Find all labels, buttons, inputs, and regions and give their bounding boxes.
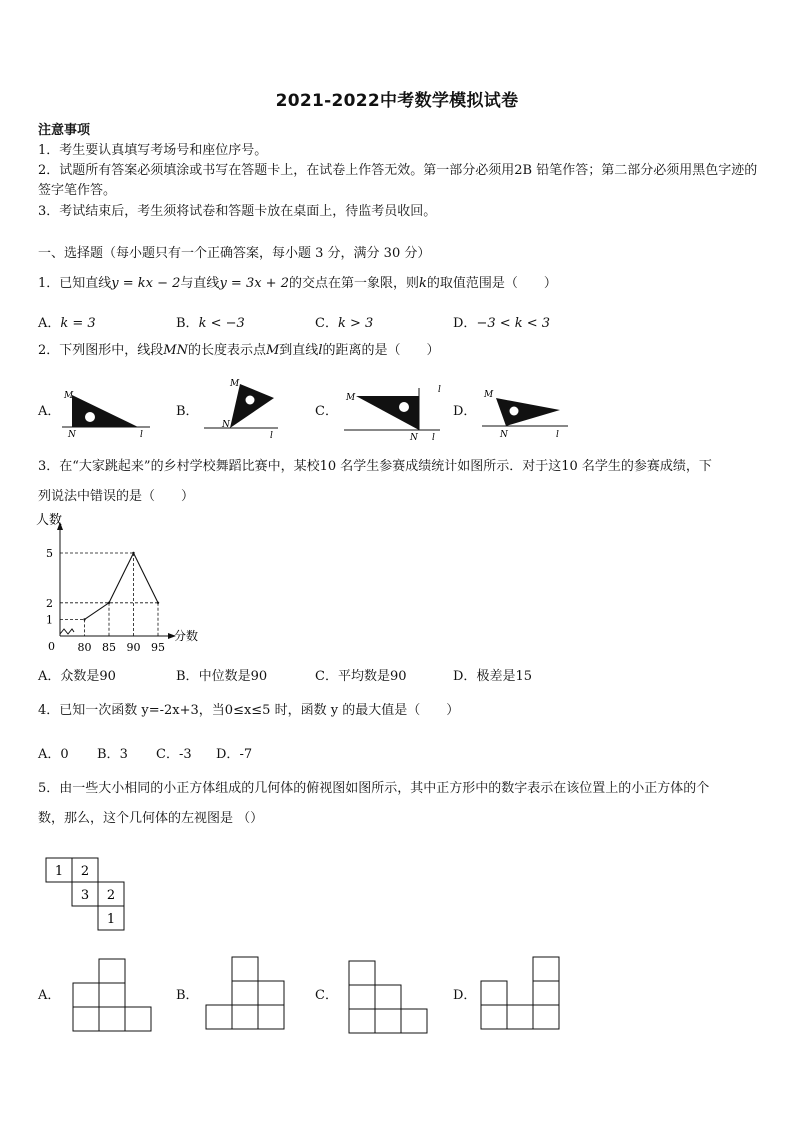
- q3-option-c[interactable]: [315, 665, 407, 684]
- option-text: -7: [239, 747, 253, 762]
- label-n: N: [410, 433, 418, 440]
- question-3-line-1: 3．在“大家跳起来”的乡村学校舞蹈比赛中，某校10 名学生参赛成绩统计如图所示．对于这10 名学生的参赛成绩，下: [38, 459, 712, 474]
- option-label: D．: [216, 747, 240, 762]
- label-l-mark: l: [438, 385, 441, 395]
- question-5-line-1: 5．由一些大小相同的小正方体组成的几何体的俯视图如图所示，其中正方形中的数字表示在该位置上的小正方体的个: [38, 781, 710, 796]
- q1-option-c[interactable]: [315, 312, 373, 331]
- q1-eq2: y = 3x + 2: [219, 276, 289, 291]
- y-tick-label: 5: [46, 547, 53, 560]
- q2-option-c[interactable]: C．: [315, 404, 338, 419]
- notice-item-1: 1．考生要认真填写考场号和座位序号。: [38, 143, 268, 158]
- x-tick-label: 95: [151, 641, 165, 654]
- data-point: [108, 602, 110, 604]
- q2-option-b[interactable]: B．: [176, 404, 199, 419]
- option-label: C．: [156, 747, 179, 762]
- q3-chart: [30, 508, 210, 658]
- q3-option-d[interactable]: [453, 665, 532, 684]
- question-3-line-2: 列说法中错误的是（ ）: [38, 489, 195, 504]
- q3-option-a[interactable]: [38, 665, 116, 684]
- option-label: B．: [176, 316, 199, 331]
- question-1: [38, 274, 557, 294]
- option-text: 极差是15: [476, 669, 532, 684]
- grid-number: 1: [106, 912, 116, 927]
- data-point: [157, 602, 159, 604]
- notice-heading: 注意事项: [38, 123, 91, 138]
- label-n: N: [500, 430, 508, 440]
- option-label: D．: [453, 316, 477, 331]
- grid-number: 2: [106, 888, 116, 903]
- y-axis-label: 人数: [36, 513, 63, 528]
- q1-suffix: 的交点在第一象限，则: [288, 276, 419, 291]
- q5-figure-a: [72, 958, 154, 1034]
- label-l: l: [432, 433, 435, 440]
- q1-k: k: [419, 276, 427, 291]
- q5-top-view: [44, 856, 128, 936]
- label-m: M: [484, 390, 494, 400]
- option-text: 众数是90: [60, 669, 116, 684]
- q3-option-b[interactable]: [176, 665, 267, 684]
- q2-mn: MN: [163, 343, 188, 358]
- q5-figure-d: [480, 956, 562, 1032]
- data-point: [83, 618, 85, 620]
- option-label: C．: [315, 316, 338, 331]
- q1-option-b[interactable]: [176, 312, 245, 331]
- q5-option-c[interactable]: C．: [315, 988, 338, 1003]
- section-heading: 一、选择题（每小题只有一个正确答案，每小题 3 分，满分 30 分）: [38, 246, 431, 261]
- q4-option-c[interactable]: [156, 743, 192, 762]
- q4-option-d[interactable]: [216, 743, 252, 762]
- y-tick-label: 1: [46, 613, 53, 627]
- q2-text-b: 的长度表示点: [187, 343, 266, 358]
- origin-label: 0: [48, 640, 55, 653]
- question-4: 4．已知一次函数 y=-2x+3，当0≤x≤5 时，函数 y 的最大值是（ ）: [38, 703, 460, 718]
- q2-figure-b: [200, 376, 280, 440]
- q1-prefix: 1．已知直线: [38, 276, 112, 291]
- option-label: D．: [453, 669, 477, 684]
- label-l: l: [140, 430, 143, 438]
- q1-option-a[interactable]: [38, 312, 96, 331]
- q1-option-d[interactable]: [453, 312, 550, 331]
- q5-option-b[interactable]: B．: [176, 988, 199, 1003]
- q2-text-a: 2．下列图形中，线段: [38, 343, 164, 358]
- label-m: M: [230, 379, 240, 389]
- option-text: 中位数是90: [198, 669, 268, 684]
- q5-option-a[interactable]: A．: [38, 988, 61, 1003]
- option-label: C．: [315, 669, 338, 684]
- grid-number: 2: [80, 864, 90, 879]
- q2-figure-d: [480, 384, 570, 440]
- option-label: B．: [176, 669, 199, 684]
- option-text: k > 3: [337, 316, 374, 331]
- q2-text-d: 的距离的是（ ）: [322, 343, 440, 358]
- option-label: B．: [97, 747, 120, 762]
- notice-item-2: 2．试题所有答案必须填涂或书写在答题卡上，在试卷上作答无效。第一部分必须用2B 铅笔作答；第二部分必须用黑色字迹的签字笔作答。: [38, 163, 758, 198]
- q1-eq1: y = kx − 2: [111, 276, 181, 291]
- option-text: 平均数是90: [337, 669, 407, 684]
- question-2: [38, 341, 440, 361]
- q1-suffix2: 的取值范围是（ ）: [426, 276, 557, 291]
- grid-number: 3: [80, 888, 90, 903]
- series-line: [85, 553, 159, 619]
- option-text: 3: [119, 747, 128, 762]
- x-tick-label: 80: [77, 641, 92, 654]
- q5-option-d[interactable]: D．: [453, 988, 477, 1003]
- question-5-line-2: 数，那么，这个几何体的左视图是 （）: [38, 811, 264, 826]
- option-text: 0: [60, 747, 69, 762]
- option-label: A．: [38, 747, 61, 762]
- label-l: l: [556, 430, 559, 440]
- label-n: N: [222, 420, 230, 430]
- label-l: l: [270, 431, 273, 440]
- paper-title: 2021-2022中考数学模拟试卷: [275, 91, 519, 111]
- q2-option-d[interactable]: D．: [453, 404, 477, 419]
- option-text: −3 < k < 3: [476, 316, 551, 331]
- option-text: k = 3: [60, 316, 96, 331]
- option-text: -3: [178, 747, 192, 762]
- label-m: M: [346, 393, 356, 403]
- label-n: N: [68, 430, 76, 438]
- q2-figure-a: [62, 386, 152, 438]
- q2-m: M: [265, 343, 280, 358]
- q2-l: l: [318, 343, 323, 358]
- x-tick-label: 90: [126, 641, 141, 654]
- q2-text-c: 到直线: [279, 343, 319, 358]
- q1-mid: 与直线: [180, 276, 220, 291]
- data-point: [132, 552, 134, 554]
- q4-option-a[interactable]: [38, 743, 69, 762]
- notice-item-3: 3．考试结束后，考生须将试卷和答题卡放在桌面上，待监考员收回。: [38, 204, 437, 219]
- q2-option-a[interactable]: A．: [38, 404, 61, 419]
- q4-option-b[interactable]: [97, 743, 128, 762]
- q2-figure-c: [340, 382, 442, 440]
- option-text: k < −3: [198, 316, 245, 331]
- x-tick-label: 85: [102, 641, 116, 654]
- x-axis-label: 分数: [174, 629, 199, 643]
- option-label: A．: [38, 316, 61, 331]
- label-m: M: [64, 391, 74, 401]
- axis-break: [60, 629, 74, 634]
- q5-figure-b: [205, 956, 287, 1032]
- option-label: A．: [38, 669, 61, 684]
- q5-figure-c: [348, 960, 430, 1038]
- grid-number: 1: [54, 864, 64, 879]
- y-tick-label: 2: [46, 596, 53, 610]
